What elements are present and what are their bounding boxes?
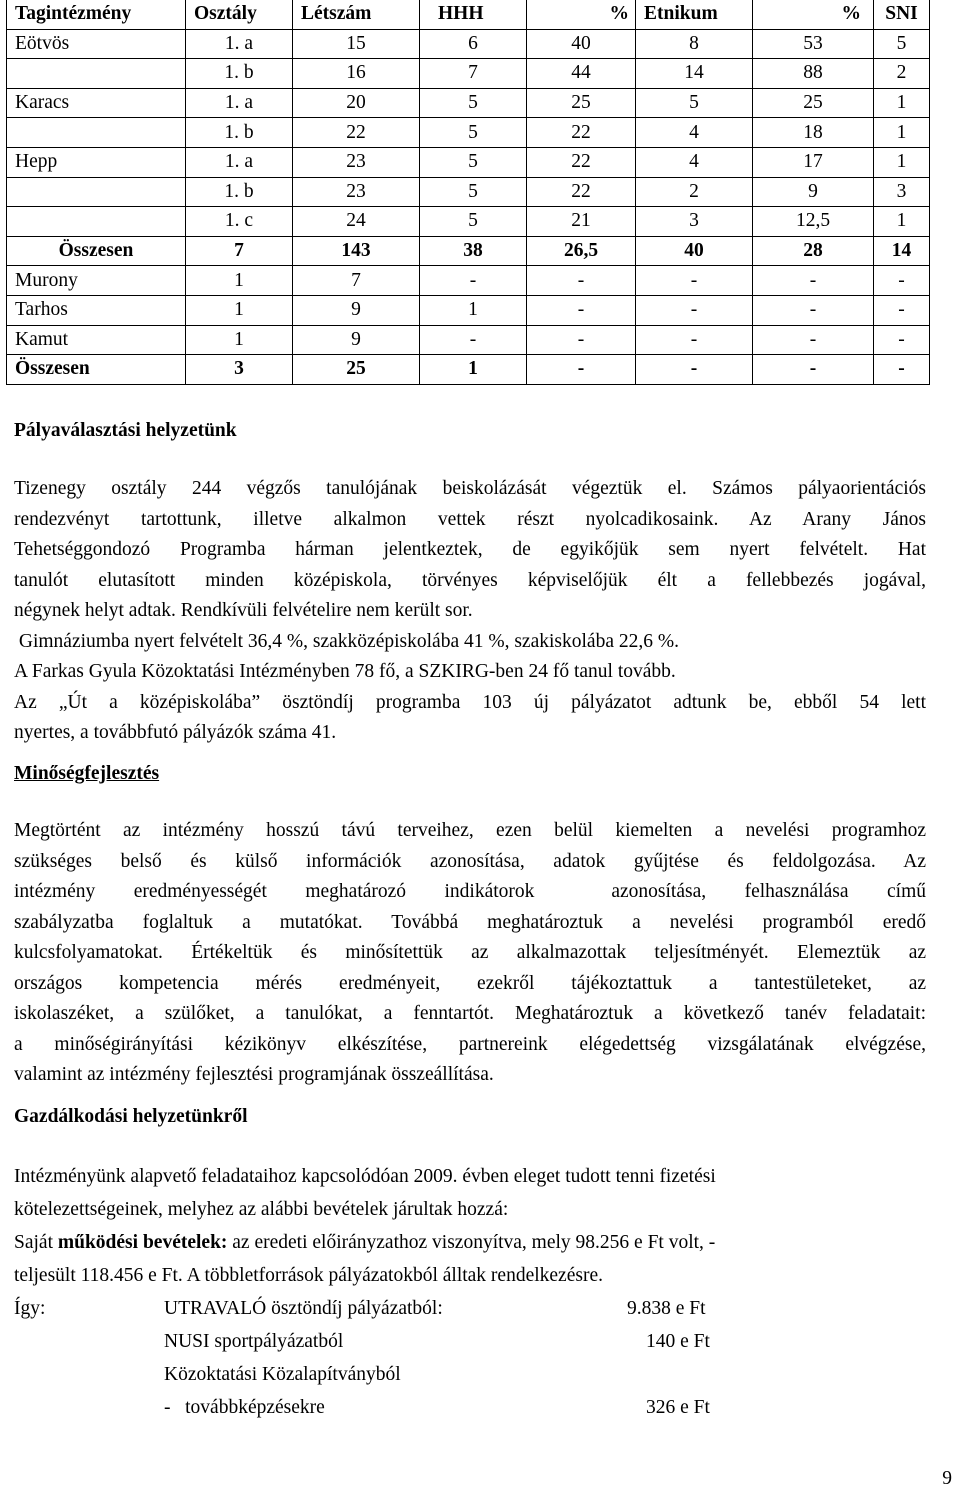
career-line: nyertes, a továbbfutó pályázók száma 41. — [14, 722, 337, 743]
table-cell: Hepp — [7, 147, 186, 177]
table-cell: 18 — [753, 118, 874, 148]
table-cell: Kamut — [7, 325, 186, 355]
section-finance-body — [14, 1160, 926, 1292]
table-cell: - — [420, 325, 527, 355]
table-cell: 1. b — [186, 177, 293, 207]
table-cell: - — [753, 325, 874, 355]
table-cell — [7, 177, 186, 207]
funding-label: Közoktatási Közalapítványból — [164, 1364, 401, 1385]
table-cell: 143 — [293, 236, 420, 266]
table-cell: 5 — [420, 147, 527, 177]
funding-label: NUSI sportpályázatból — [164, 1331, 344, 1352]
table-cell: 9 — [293, 325, 420, 355]
quality-line: iskolaszéket, a szülőket, a tanulókat, a fenntartót. Meghatároztuk a következő tanév feladatait: — [14, 1003, 926, 1024]
table-cell: - — [874, 325, 930, 355]
table-cell: 53 — [753, 29, 874, 59]
career-line: Tehetséggondozó Programba hárman jelentkeztek, de egyikőjük sem nyert felvételt. Hat — [14, 539, 926, 560]
career-line: rendezvényt tartottunk, illetve alkalmon vettek részt nyolcadikosaink. Az Arany János — [14, 508, 926, 530]
table-cell: 3 — [874, 177, 930, 207]
table-cell: Murony — [7, 266, 186, 296]
table-cell: 1. b — [186, 118, 293, 148]
table-cell: 7 — [293, 266, 420, 296]
career-line: Tizenegy osztály 244 végzős tanulójának beiskolázását végeztük el. Számos pályaorientációs — [14, 478, 926, 499]
table-cell: 5 — [874, 29, 930, 59]
table-row — [7, 177, 930, 207]
table-cell: - — [420, 266, 527, 296]
quality-line: Megtörtént az intézmény hosszú távú terveihez, ezen belül kiemelten a nevelési programhoz — [14, 820, 926, 841]
funding-amount: 326 e Ft — [646, 1397, 710, 1418]
table-cell: 22 — [527, 147, 636, 177]
table-cell: 2 — [636, 177, 753, 207]
table-row — [7, 266, 930, 296]
column-header: Tagintézmény — [7, 0, 186, 29]
table-cell: 1. a — [186, 88, 293, 118]
table-cell: 22 — [527, 118, 636, 148]
section-quality-body — [14, 816, 926, 1091]
table-cell: 44 — [527, 59, 636, 89]
table-cell: - — [636, 266, 753, 296]
table-cell: 1. a — [186, 29, 293, 59]
funding-label: UTRAVALÓ ösztöndíj pályázatból: — [164, 1298, 443, 1319]
table-cell: 20 — [293, 88, 420, 118]
table-cell: 21 — [527, 207, 636, 237]
career-line: Az „Út a középiskolába” ösztöndíj programba 103 új pályázatot adtunk be, ebből 54 lett — [14, 691, 926, 713]
table-row — [7, 88, 930, 118]
career-heading: Pályaválasztási helyzetünk — [14, 420, 237, 441]
table-row — [7, 236, 930, 266]
table-cell: 22 — [293, 118, 420, 148]
column-header: Osztály — [186, 0, 293, 29]
quality-heading: Minőségfejlesztés — [14, 763, 160, 784]
finance-line3-post: az eredeti előirányzathoz viszonyítva, mely 98.256 e Ft volt, - — [227, 1232, 716, 1253]
table-row — [7, 147, 930, 177]
column-header: % — [753, 0, 874, 29]
quality-line: intézmény eredményességét meghatározó indikátorok azonosítása, felhasználása című — [14, 881, 926, 902]
table-cell — [7, 59, 186, 89]
table-cell: 24 — [293, 207, 420, 237]
table-cell: 1 — [874, 147, 930, 177]
funding-label: - továbbképzésekre — [164, 1397, 325, 1418]
table-cell: 9 — [753, 177, 874, 207]
table-row — [7, 325, 930, 355]
table-cell: 15 — [293, 29, 420, 59]
table-cell — [7, 118, 186, 148]
table-cell: 12,5 — [753, 207, 874, 237]
table-cell: 1 — [874, 88, 930, 118]
table-cell: 25 — [527, 88, 636, 118]
career-line: tanulót elutasított minden középiskola, törvényes képviselőjük élt a fellebbezés jogával, — [14, 569, 926, 591]
table-cell: - — [527, 325, 636, 355]
table-cell: 25 — [753, 88, 874, 118]
table-cell: 1 — [420, 295, 527, 325]
table-cell: 8 — [636, 29, 753, 59]
table-cell: 1 — [874, 118, 930, 148]
column-header: SNI — [874, 0, 930, 29]
quality-line: szabályzatba foglaltuk a mutatókat. Továbbá meghatároztuk a nevelési programból eredő — [14, 911, 926, 933]
quality-line: a minőségirányítási kézikönyv elkészítése, partnereink elégedettség vizsgálatának elvégzése, — [14, 1033, 926, 1055]
table-cell: 1. b — [186, 59, 293, 89]
table-cell: 3 — [636, 207, 753, 237]
table-header-row — [7, 0, 930, 29]
table-cell: 5 — [420, 118, 527, 148]
table-cell: 17 — [753, 147, 874, 177]
table-cell: - — [874, 295, 930, 325]
table-cell: Összesen — [7, 355, 186, 385]
table-cell: - — [636, 355, 753, 385]
table-cell: 1 — [186, 325, 293, 355]
table-cell: 1 — [186, 266, 293, 296]
finance-line: teljesült 118.456 e Ft. A többletforrások pályázatokból álltak rendelkezésre. — [14, 1265, 603, 1286]
table-cell: 14 — [636, 59, 753, 89]
table-cell: 4 — [636, 147, 753, 177]
section-quality-heading — [14, 759, 926, 789]
finance-line3-pre: Saját — [14, 1232, 58, 1253]
finance-line: kötelezettségeinek, melyhez az alábbi bevételek járultak hozzá: — [14, 1199, 509, 1220]
table-cell: Karacs — [7, 88, 186, 118]
column-header: Etnikum — [636, 0, 753, 29]
table-cell: 5 — [420, 207, 527, 237]
finance-line — [14, 1226, 926, 1259]
table-cell: 1 — [420, 355, 527, 385]
table-cell: - — [527, 355, 636, 385]
page-number: 9 — [942, 1468, 952, 1489]
finance-line: Intézményünk alapvető feladataihoz kapcsolódóan 2009. évben eleget tudott tenni fizetési — [14, 1166, 716, 1187]
table-cell: - — [527, 295, 636, 325]
table-cell: 40 — [527, 29, 636, 59]
finance-line3-bold: működési bevételek: — [57, 1232, 228, 1253]
quality-line: szükséges belső és külső információk azonosítása, adatok gyűjtése és feldolgozása. Az — [14, 850, 926, 872]
table-cell: Összesen — [7, 236, 186, 266]
table-cell: 2 — [874, 59, 930, 89]
column-header: % — [527, 0, 636, 29]
table-cell: 1 — [186, 295, 293, 325]
table-cell: Tarhos — [7, 295, 186, 325]
table-cell: 28 — [753, 236, 874, 266]
table-cell: 23 — [293, 147, 420, 177]
table-cell: 40 — [636, 236, 753, 266]
table-row — [7, 355, 930, 385]
table-row — [7, 59, 930, 89]
table-cell: 25 — [293, 355, 420, 385]
table-cell: 5 — [420, 177, 527, 207]
table-row — [7, 295, 930, 325]
career-line: négynek helyt adtak. Rendkívüli felvételire nem került sor. — [14, 600, 473, 621]
section-career-body — [14, 474, 926, 749]
table-cell: 38 — [420, 236, 527, 266]
finance-heading: Gazdálkodási helyzetünkről — [14, 1106, 248, 1127]
section-finance-heading — [14, 1102, 926, 1132]
table-cell: 9 — [293, 295, 420, 325]
career-line: Gimnáziumba nyert felvételt 36,4 %, szakközépiskolába 41 %, szakiskolába 22,6 %. — [14, 630, 679, 652]
career-line: A Farkas Gyula Közoktatási Intézményben 78 fő, a SZKIRG-ben 24 fő tanul tovább. — [14, 661, 676, 682]
table-cell: 1. c — [186, 207, 293, 237]
table-cell: Eötvös — [7, 29, 186, 59]
table-cell: - — [753, 266, 874, 296]
table-cell: - — [636, 325, 753, 355]
table-cell: - — [527, 266, 636, 296]
table-cell: 88 — [753, 59, 874, 89]
table-cell: - — [636, 295, 753, 325]
table-cell: - — [874, 266, 930, 296]
table-cell: 3 — [186, 355, 293, 385]
table-cell: 5 — [636, 88, 753, 118]
quality-line: valamint az intézmény fejlesztési programjának összeállítása. — [14, 1064, 494, 1085]
table-cell: - — [753, 355, 874, 385]
table-cell: 7 — [420, 59, 527, 89]
enrollment-table — [6, 0, 930, 385]
column-header: HHH — [420, 0, 527, 29]
section-career-heading — [14, 416, 926, 446]
table-cell: - — [753, 295, 874, 325]
table-row — [7, 29, 930, 59]
table-cell: 5 — [420, 88, 527, 118]
table-cell: 14 — [874, 236, 930, 266]
igy-label: Így: — [14, 1298, 46, 1319]
table-cell: - — [874, 355, 930, 385]
table-row — [7, 118, 930, 148]
table-cell: 16 — [293, 59, 420, 89]
quality-line: országos kompetencia mérés eredményeit, ezekről tájékoztattuk a tantestületeket, az — [14, 972, 926, 994]
funding-amount: 140 e Ft — [646, 1331, 710, 1352]
table-cell: 22 — [527, 177, 636, 207]
table-cell: 4 — [636, 118, 753, 148]
table-cell: 26,5 — [527, 236, 636, 266]
table-cell — [7, 207, 186, 237]
table-cell: 6 — [420, 29, 527, 59]
table-cell: 1 — [874, 207, 930, 237]
table-row — [7, 207, 930, 237]
funding-amount: 9.838 e Ft — [627, 1298, 706, 1319]
table-cell: 23 — [293, 177, 420, 207]
column-header: Létszám — [293, 0, 420, 29]
table-cell: 7 — [186, 236, 293, 266]
quality-line: kulcsfolyamatokat. Értékeltük és minősítettük az alkalmazottak teljesítményét. Elemeztük az — [14, 942, 926, 963]
table-cell: 1. a — [186, 147, 293, 177]
